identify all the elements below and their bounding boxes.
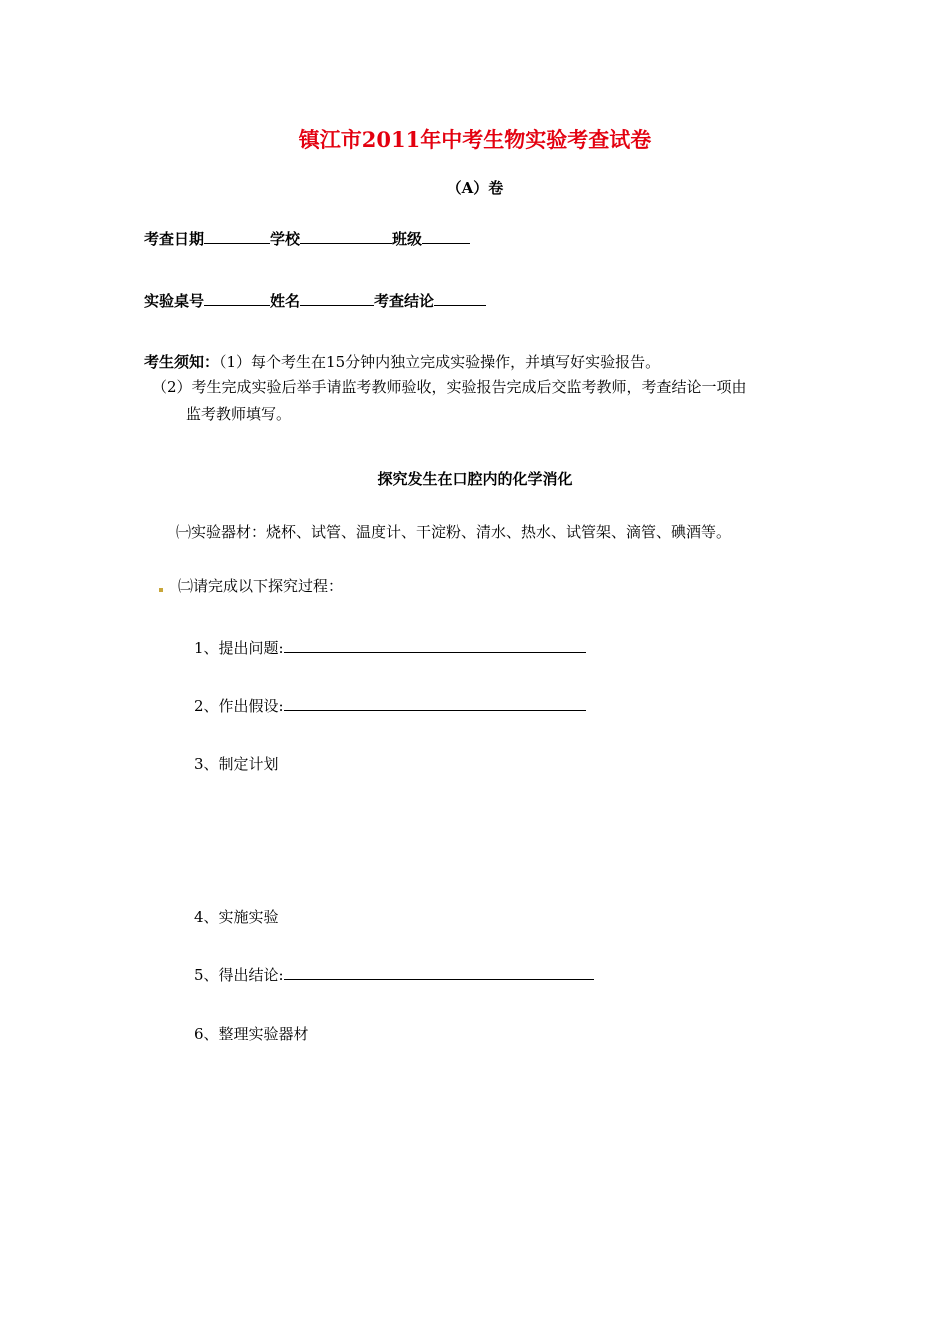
materials-text: ㈠实验器材：烧杯、试管、温度计、干淀粉、清水、热水、试管架、滴管、碘酒等。 bbox=[176, 523, 732, 541]
bullet-dot bbox=[159, 588, 163, 592]
page-title: 镇江市2011年中考生物实验考查试卷 bbox=[298, 127, 652, 152]
notice-item-2-cont: 监考教师填写。 bbox=[186, 405, 292, 423]
date-label: 考查日期 bbox=[144, 230, 205, 248]
step-5-label: 5、得出结论: bbox=[194, 966, 284, 984]
notice-label: 考生须知： bbox=[144, 353, 220, 371]
conclusion-answer-line[interactable] bbox=[284, 965, 594, 980]
step-4: 4、实施实验 bbox=[194, 908, 279, 926]
class-blank[interactable] bbox=[422, 229, 470, 244]
step-1 bbox=[194, 637, 586, 658]
info-row-2 bbox=[144, 290, 486, 311]
notice-line-1 bbox=[144, 351, 660, 372]
desk-label: 实验桌号 bbox=[144, 292, 205, 310]
notice-item-1: （1）每个考生在15分钟内独立完成实验操作，并填写好实验报告。 bbox=[219, 353, 661, 371]
step-6: 6、整理实验器材 bbox=[194, 1025, 309, 1043]
desk-blank[interactable] bbox=[204, 291, 270, 306]
result-blank[interactable] bbox=[434, 291, 486, 306]
hypothesis-answer-line[interactable] bbox=[284, 696, 586, 711]
notice-item-2: （2）考生完成实验后举手请监考教师验收，实验报告完成后交监考教师，考查结论一项由 bbox=[152, 378, 747, 396]
class-label: 班级 bbox=[392, 230, 423, 248]
step-2-label: 2、作出假设: bbox=[194, 697, 284, 715]
date-blank[interactable] bbox=[204, 229, 270, 244]
school-label: 学校 bbox=[270, 230, 301, 248]
question-answer-line[interactable] bbox=[284, 638, 586, 653]
result-label: 考查结论 bbox=[374, 292, 435, 310]
step-5 bbox=[194, 964, 594, 985]
paper-version: （A）卷 bbox=[446, 179, 504, 197]
name-label: 姓名 bbox=[270, 292, 301, 310]
section-title: 探究发生在口腔内的化学消化 bbox=[377, 470, 573, 488]
name-blank[interactable] bbox=[300, 291, 374, 306]
info-row-1 bbox=[144, 228, 470, 249]
process-heading: ㈡请完成以下探究过程： bbox=[178, 577, 344, 595]
step-1-label: 1、提出问题: bbox=[194, 639, 284, 657]
step-3: 3、制定计划 bbox=[194, 755, 279, 773]
school-blank[interactable] bbox=[300, 229, 392, 244]
step-2 bbox=[194, 695, 586, 716]
